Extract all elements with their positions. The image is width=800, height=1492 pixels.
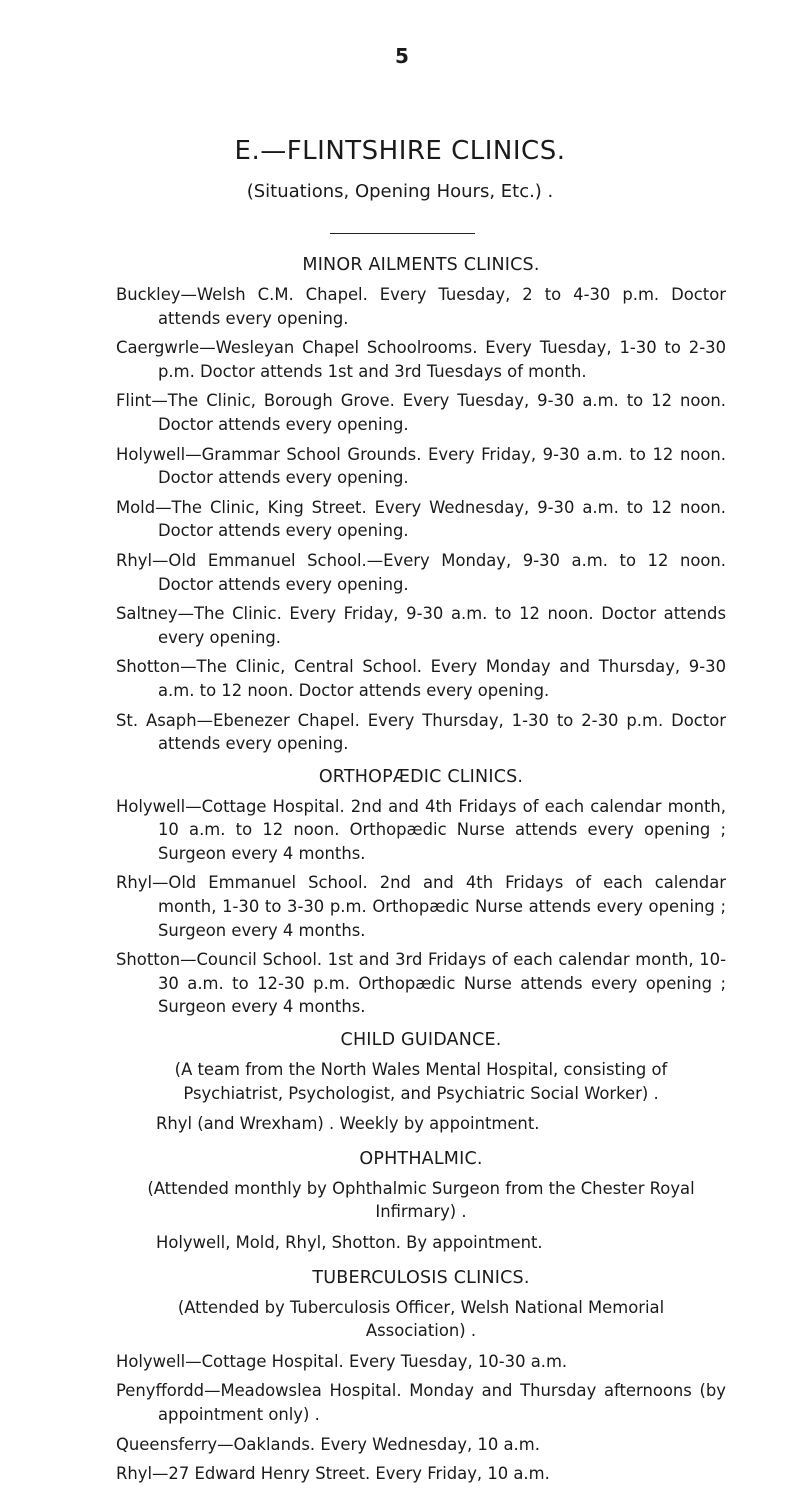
- entry-text: —The Clinic, Borough Grove. Every Tuesday, 9-30 a.m. to 12 noon. Doctor attends every opening.: [151, 391, 726, 434]
- list-item: [116, 709, 726, 756]
- page-subtitle: (Situations, Opening Hours, Etc.) .: [246, 181, 554, 202]
- list-item: [116, 1433, 726, 1457]
- entry-place: Penyffordd: [116, 1381, 205, 1401]
- section-note: (Attended by Tuberculosis Officer, Welsh National Memorial Association) .: [177, 1297, 665, 1341]
- list-item: [116, 1379, 726, 1426]
- entry-place: Mold: [116, 497, 156, 517]
- entry-text: —The Clinic. Every Friday, 9-30 a.m. to 12 noon. Doctor attends every opening.: [158, 604, 726, 647]
- section-line: Rhyl (and Wrexham) . Weekly by appointment.: [156, 1114, 540, 1134]
- entry-text: —Cottage Hospital. 2nd and 4th Fridays of each calendar month, 10 a.m. to 12 noon. Orthopædic Nurse attends every opening ; Surgeon every 4 months.: [158, 796, 726, 863]
- page-number: 5: [395, 44, 409, 68]
- entry-text: —Old Emmanuel School. 2nd and 4th Fridays of each calendar month, 1-30 to 3-30 p.m. Orthopædic Nurse attends every opening ; Surgeon every 4 months.: [152, 873, 726, 940]
- entry-place: Holywell: [116, 1351, 186, 1371]
- list-item: [116, 948, 726, 1019]
- entry-text: —Grammar School Grounds. Every Friday, 9-30 a.m. to 12 noon. Doctor attends every opening.: [158, 444, 726, 488]
- section-note: (A team from the North Wales Mental Hospital, consisting of Psychiatrist, Psychologist, and Psychiatric Social Worker) .: [174, 1060, 668, 1103]
- entry-text: —Oaklands. Every Wednesday, 10 a.m.: [217, 1434, 540, 1454]
- list-item: [116, 549, 726, 596]
- entry-text: —The Clinic, King Street. Every Wednesday, 9-30 a.m. to 12 noon. Doctor attends every opening.: [155, 497, 726, 541]
- list-item: [116, 602, 726, 649]
- list-item: [116, 1462, 726, 1486]
- list-item: [116, 871, 726, 942]
- entry-text: —The Clinic, Central School. Every Monday and Thursday, 9-30 a.m. to 12 noon. Doctor attends every opening.: [158, 657, 726, 700]
- entry-text: —Welsh C.M. Chapel. Every Tuesday, 2 to 4-30 p.m. Doctor attends every opening.: [158, 285, 726, 328]
- section-heading: TUBERCULOSIS CLINICS.: [312, 1267, 530, 1288]
- orthopaedic-section: [116, 762, 726, 1019]
- entry-place: Holywell: [116, 444, 186, 464]
- entry-place: Holywell: [116, 796, 186, 816]
- entry-place: Buckley: [116, 285, 181, 304]
- section-heading: OPHTHALMIC.: [359, 1148, 483, 1169]
- section-heading: ORTHOPÆDIC CLINICS.: [318, 766, 524, 787]
- entry-place: Caergwrle: [116, 338, 200, 358]
- section-line: Holywell, Mold, Rhyl, Shotton. By appointment.: [156, 1233, 543, 1252]
- entry-text: —Meadowslea Hospital. Monday and Thursday afternoons (by appointment only) .: [158, 1381, 726, 1424]
- section-heading: CHILD GUIDANCE.: [340, 1030, 502, 1051]
- entry-text: —Cottage Hospital. Every Tuesday, 10-30 a.m.: [185, 1351, 568, 1371]
- entry-place: Shotton: [116, 657, 181, 677]
- entry-place: St. Asaph: [116, 710, 197, 730]
- entry-text: —27 Edward Henry Street. Every Friday, 10 a.m.: [152, 1464, 550, 1484]
- section-heading: MINOR AILMENTS CLINICS.: [302, 255, 540, 275]
- entry-text: —Council School. 1st and 3rd Fridays of each calendar month, 10-30 a.m. to 12-30 p.m. Orthopædic Nurse attends every opening ; Surgeon every 4 months.: [158, 950, 726, 1017]
- list-item: [116, 496, 726, 543]
- title-divider: [330, 233, 475, 234]
- list-item: [116, 1350, 726, 1374]
- entry-text: —Ebenezer Chapel. Every Thursday, 1-30 to 2-30 p.m. Doctor attends every opening.: [158, 710, 726, 754]
- entry-text: —Old Emmanuel School.—Every Monday, 9-30 a.m. to 12 noon. Doctor attends every opening.: [152, 550, 726, 594]
- minor-ailments-section: [116, 250, 726, 756]
- entry-place: Rhyl: [116, 873, 153, 893]
- entry-place: Flint: [116, 391, 152, 411]
- page-title: E.—FLINTSHIRE CLINICS.: [234, 136, 566, 166]
- entry-place: Shotton: [116, 950, 181, 970]
- list-item: [116, 336, 726, 383]
- entry-place: Queensferry: [116, 1434, 218, 1454]
- child-guidance-section: [116, 1025, 726, 1136]
- list-item: [116, 443, 726, 490]
- section-note: (Attended monthly by Ophthalmic Surgeon from the Chester Royal Infirmary) .: [147, 1178, 695, 1222]
- entry-place: Saltney: [116, 604, 178, 624]
- ophthalmic-section: [116, 1144, 726, 1255]
- tuberculosis-section: [116, 1263, 726, 1486]
- list-item: [116, 389, 726, 436]
- document-body: [116, 250, 726, 1492]
- list-item: [116, 795, 726, 866]
- list-item: [116, 655, 726, 702]
- list-item: [116, 283, 726, 330]
- entry-place: Rhyl: [116, 1464, 153, 1484]
- entry-place: Rhyl: [116, 550, 153, 570]
- entry-text: —Wesleyan Chapel Schoolrooms. Every Tuesday, 1-30 to 2-30 p.m. Doctor attends 1st and 3rd Tuesdays of month.: [158, 338, 726, 381]
